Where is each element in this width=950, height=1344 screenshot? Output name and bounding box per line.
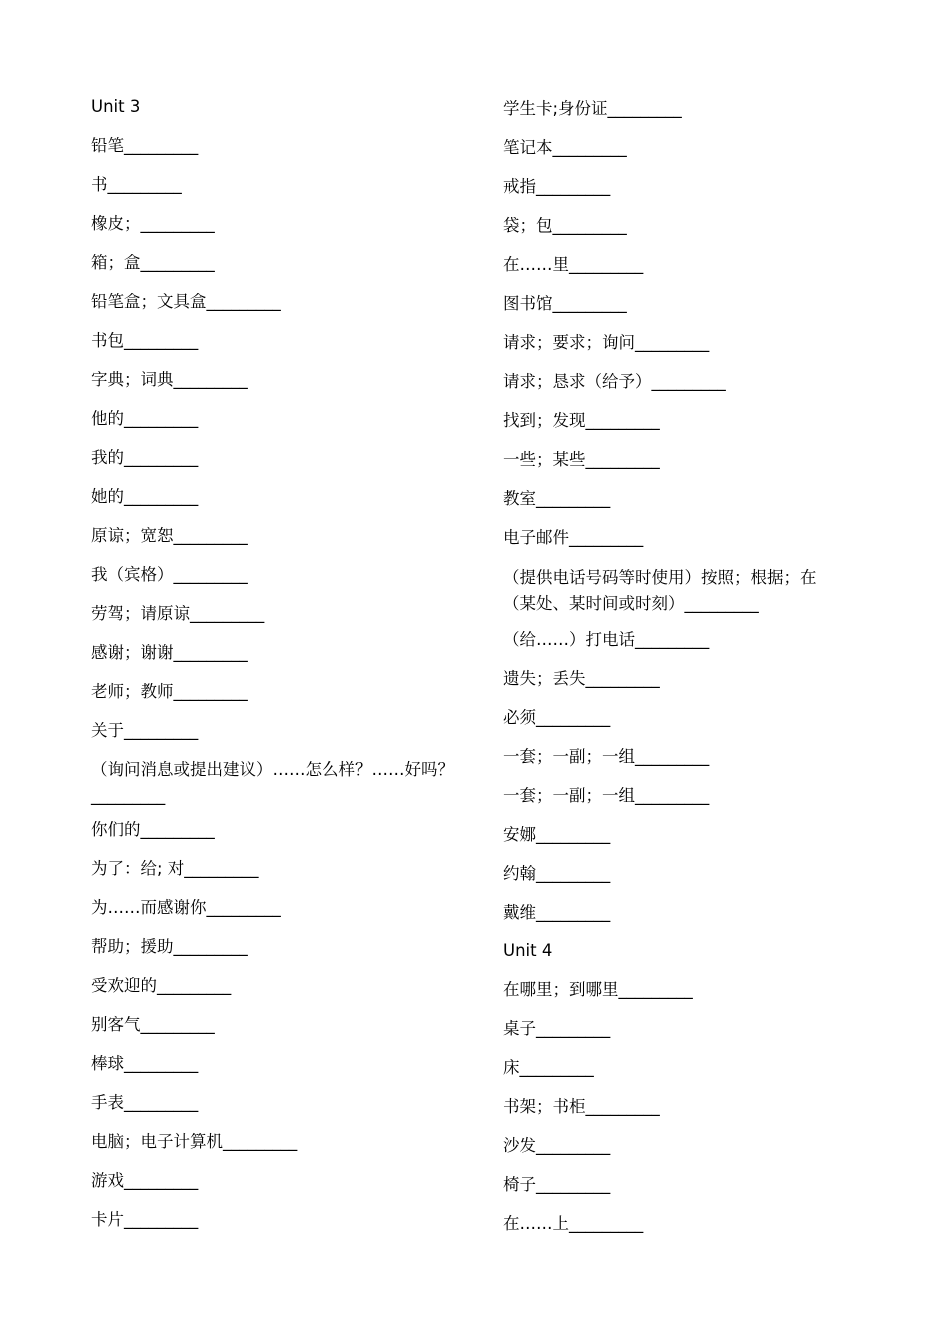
vocab-line: 卡片_________ bbox=[91, 1210, 199, 1229]
vocab-line: 电子邮件_________ bbox=[503, 528, 644, 547]
vocab-line: 请求；要求；询问_________ bbox=[503, 333, 710, 352]
vocab-line: 铅笔_________ bbox=[91, 136, 199, 155]
vocab-line: 教室_________ bbox=[503, 489, 611, 508]
vocab-line: 为了：给; 对_________ bbox=[91, 859, 259, 878]
vocab-line: 必须_________ bbox=[503, 708, 611, 727]
vocab-line: 袋；包_________ bbox=[503, 216, 627, 235]
vocab-line: 老师；教师_________ bbox=[91, 682, 248, 701]
vocab-line: 在哪里；到哪里_________ bbox=[503, 980, 693, 999]
vocab-line: （询问消息或提出建议）……怎么样？……好吗？_________ bbox=[91, 760, 454, 805]
vocab-line: 受欢迎的_________ bbox=[91, 976, 232, 995]
vocab-line: 桌子_________ bbox=[503, 1019, 611, 1038]
vocab-line: 为……而感谢你_________ bbox=[91, 898, 281, 917]
vocab-line: 在……里_________ bbox=[503, 255, 644, 274]
vocab-line: 椅子_________ bbox=[503, 1175, 611, 1194]
vocab-line: 床_________ bbox=[503, 1058, 594, 1077]
vocab-line: 箱；盒_________ bbox=[91, 253, 215, 272]
vocab-line: 橡皮；_________ bbox=[91, 214, 215, 233]
vocab-line: 安娜_________ bbox=[503, 825, 611, 844]
vocab-line: 一些；某些_________ bbox=[503, 450, 660, 469]
vocab-line: 沙发_________ bbox=[503, 1136, 611, 1155]
vocab-line: 关于_________ bbox=[91, 721, 199, 740]
unit-heading: Unit 4 bbox=[503, 941, 553, 960]
vocab-line: 别客气_________ bbox=[91, 1015, 215, 1034]
vocab-line: 感谢；谢谢_________ bbox=[91, 643, 248, 662]
vocab-line: 电脑；电子计算机_________ bbox=[91, 1132, 298, 1151]
vocab-line: 书架；书柜_________ bbox=[503, 1097, 660, 1116]
vocab-line: （给……）打电话_________ bbox=[503, 630, 710, 649]
vocab-line: 遗失；丢失_________ bbox=[503, 669, 660, 688]
vocab-line: 一套；一副；一组_________ bbox=[503, 747, 710, 766]
vocab-line: 书_________ bbox=[91, 175, 182, 194]
vocab-line: 一套；一副；一组_________ bbox=[503, 786, 710, 805]
vocab-line: 书包_________ bbox=[91, 331, 199, 350]
vocab-line: 在……上_________ bbox=[503, 1214, 644, 1233]
vocab-line: 你们的_________ bbox=[91, 820, 215, 839]
vocab-line: 我的_________ bbox=[91, 448, 199, 467]
vocab-line: 字典；词典_________ bbox=[91, 370, 248, 389]
vocab-line: 铅笔盒；文具盒_________ bbox=[91, 292, 281, 311]
vocab-line: 请求；恳求（给予）_________ bbox=[503, 372, 726, 391]
vocab-line: 劳驾；请原谅_________ bbox=[91, 604, 265, 623]
vocab-line: 笔记本_________ bbox=[503, 138, 627, 157]
vocab-line: 她的_________ bbox=[91, 487, 199, 506]
vocab-line: 找到；发现_________ bbox=[503, 411, 660, 430]
vocab-line: 他的_________ bbox=[91, 409, 199, 428]
vocab-line: 戴维_________ bbox=[503, 903, 611, 922]
vocab-line: 棒球_________ bbox=[91, 1054, 199, 1073]
vocab-line: 图书馆_________ bbox=[503, 294, 627, 313]
vocab-line: 戒指_________ bbox=[503, 177, 611, 196]
vocab-line: 游戏_________ bbox=[91, 1171, 199, 1190]
vocab-line: 帮助；援助_________ bbox=[91, 937, 248, 956]
vocab-line: 手表_________ bbox=[91, 1093, 199, 1112]
unit-heading: Unit 3 bbox=[91, 97, 141, 116]
vocab-line: 约翰_________ bbox=[503, 864, 611, 883]
vocab-line: 我（宾格）_________ bbox=[91, 565, 248, 584]
vocab-line: 学生卡;身份证_________ bbox=[503, 99, 682, 118]
vocab-line: （提供电话号码等时使用）按照；根据；在（某处、某时间或时刻）_________ bbox=[503, 568, 817, 613]
vocab-line: 原谅；宽恕_________ bbox=[91, 526, 248, 545]
